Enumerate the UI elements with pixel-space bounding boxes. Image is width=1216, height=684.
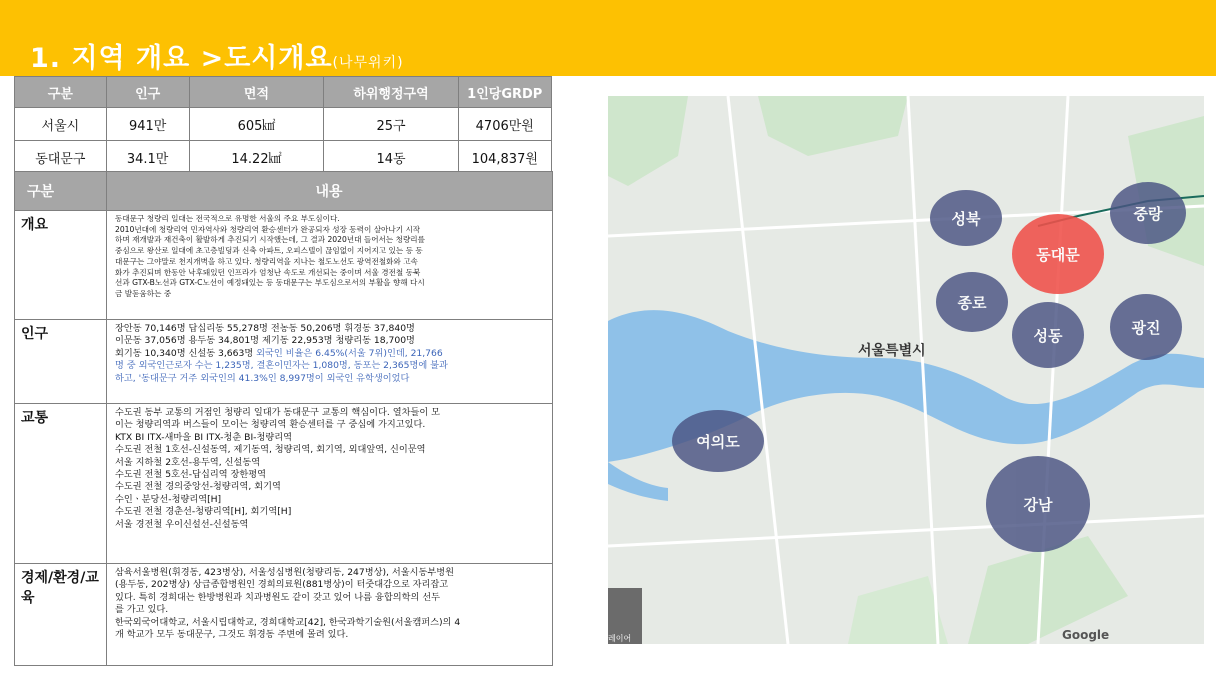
table-row <box>15 141 552 174</box>
park-area <box>758 96 908 156</box>
detail-header-row <box>15 172 553 211</box>
text-span: 회기동 10,340명 신설동 3,663명 <box>115 347 254 359</box>
overview-row <box>15 211 553 320</box>
layer-thumbnail[interactable] <box>608 588 642 644</box>
detail-header: 내용 <box>107 172 553 211</box>
district-jongno[interactable]: 종로 <box>936 272 1008 332</box>
park-area <box>848 576 948 644</box>
stats-table <box>14 76 552 174</box>
text-line: 있다. 특히 경희대는 한방병원과 치과병원도 같이 갖고 있어 나름 융합의학의 선두 <box>115 591 441 603</box>
text-line: 수도권 전철 경춘선-청량리역[H], 회기역[H] <box>115 506 292 518</box>
text-line: 수인ㆍ분당선-청량리역[H] <box>115 493 222 505</box>
text-line: 이문동 37,056명 용두동 34,801명 제기동 22,953명 청량리동 18,700명 <box>115 335 415 347</box>
stats-header: 면적 <box>189 77 324 108</box>
district-seongdong[interactable]: 성동 <box>1012 302 1084 368</box>
table-cell: 14.22㎢ <box>189 141 324 174</box>
title-main: 1. 지역 개요 >도시개요 <box>30 43 333 74</box>
text-line: 한국외국어대학교, 서울시립대학교, 경희대학교[42], 한국과학기술원(서울캠퍼스)의 4 <box>115 616 461 628</box>
title-source: (나무위키) <box>332 55 404 71</box>
text-line: 중심으로 왕산로 일대에 초고층빌딩과 신축 아파트, 오피스텔이 끊임없이 지어지고 있는 등 동 <box>115 246 423 256</box>
text-line: 2010년대에 청량리역 민자역사와 청량리역 환승센터가 완공되자 성장 동력이 살아나기 시작 <box>115 224 421 234</box>
stats-header: 인구 <box>106 77 189 108</box>
map-background <box>608 96 1204 644</box>
text-line: 개 학교가 모두 동대문구, 그것도 휘경동 주변에 몰려 있다. <box>115 629 349 641</box>
text-line: 를 가고 있다. <box>115 604 169 616</box>
table-cell: 34.1만 <box>106 141 189 174</box>
row-label: 경제/환경/교육 <box>15 564 107 666</box>
text-line: 서울 경전철 우이신설선-신설동역 <box>115 518 249 530</box>
detail-table <box>14 171 553 666</box>
text-line: 수도권 전철 5호선-답십리역 장한평역 <box>115 469 267 481</box>
district-seongbuk[interactable]: 성북 <box>930 190 1002 246</box>
text-line: 선과 GTX-B노선과 GTX-C노선이 예정돼있는 등 동대문구는 부도심으로서의 부활을 향해 다시 <box>115 278 425 288</box>
text-line: 금 발돋움하는 중 <box>115 288 172 298</box>
row-label: 교통 <box>15 404 107 564</box>
road <box>608 516 1204 546</box>
stats-header: 1인당GRDP <box>458 77 551 108</box>
text-line: 명 중 외국인근로자 수는 1,235명, 결혼이민자는 1,080명, 동포는 2,365명에 불과 <box>115 360 448 372</box>
table-cell: 14동 <box>324 141 458 174</box>
detail-header: 구분 <box>15 172 107 211</box>
population-row <box>15 320 553 404</box>
table-cell: 서울시 <box>15 108 107 141</box>
text-line: 수도권 전철 경의중앙선-청량리역, 회기역 <box>115 481 281 493</box>
text-line: 수도권 동부 교통의 거점인 청량리 일대가 동대문구 교통의 핵심이다. 열차들이 모 <box>115 407 441 418</box>
text-line: (용두동, 202병상) 상급종합병원인 경희의료원(881병상)이 터줏대감으로 자리잡고 <box>115 579 449 591</box>
table-cell: 4706만원 <box>458 108 551 141</box>
foreign-ratio-text: 외국인 비율은 6.45%(서울 7위)인데, 21,766 <box>253 347 443 359</box>
page-title <box>30 36 404 75</box>
transport-text <box>107 404 553 564</box>
row-label: 개요 <box>15 211 107 320</box>
table-cell: 동대문구 <box>15 141 107 174</box>
text-line: 화가 추진되며 한동안 낙후돼있던 인프라가 엄청난 속도로 개선되는 중이며 서울 경전철 동북 <box>115 267 421 277</box>
row-label: 인구 <box>15 320 107 404</box>
stats-header: 하위행정구역 <box>324 77 458 108</box>
population-text <box>107 320 553 404</box>
layer-label: 레이어 <box>608 634 632 643</box>
text-line: 수도권 전철 1호선-신설동역, 제기동역, 청량리역, 회기역, 외대앞역, 신이문역 <box>115 444 426 456</box>
stats-header: 구분 <box>15 77 107 108</box>
city-label: 서울특별시 <box>858 343 926 359</box>
table-cell: 104,837원 <box>458 141 551 174</box>
river-branch <box>608 462 668 501</box>
text-line: 대문구는 그야말로 천지개벽을 하고 있다. 청량리역을 지나는 철도노선도 광역전철화와 고속 <box>115 256 418 266</box>
transport-row <box>15 404 553 564</box>
stats-header-row <box>15 77 552 108</box>
text-line: 서울 지하철 2호선-용두역, 신설동역 <box>115 456 261 468</box>
district-jungnang[interactable]: 중랑 <box>1110 182 1186 244</box>
text-line: 하며 재개발과 재건축이 활발하게 추진되기 시작했는데, 그 결과 2020년대 들어서는 청량리를 <box>115 235 425 245</box>
table-cell: 25구 <box>324 108 458 141</box>
seoul-map[interactable] <box>608 96 1204 644</box>
district-dongdaemun[interactable]: 동대문 <box>1012 214 1104 294</box>
economy-text <box>107 564 553 666</box>
google-logo: Google <box>1062 628 1110 642</box>
table-row <box>15 108 552 141</box>
text-line: KTX BI ITX-새마을 BI ITX-청춘 BI-청량리역 <box>115 431 292 443</box>
economy-row <box>15 564 553 666</box>
table-cell: 941만 <box>106 108 189 141</box>
text-line: 이는 청량리역과 버스들이 모이는 청량리역 환승센터를 구 중심에 가지고있다. <box>115 419 426 431</box>
overview-text <box>107 211 553 320</box>
text-line: 하고, '동대문구 거주 외국인의 41.3%인 8,997명이 외국인 유학생이었다 <box>115 372 410 384</box>
text-line: 삼육서울병원(휘경동, 423병상), 서울성심병원(청량리동, 247병상), 서울시동부병원 <box>115 567 455 578</box>
district-gangnam[interactable]: 강남 <box>986 456 1090 552</box>
text-line: 장안동 70,146명 답십리동 55,278명 전농동 50,206명 휘경동 37,840명 <box>115 323 415 334</box>
district-yeouido[interactable]: 여의도 <box>672 410 764 472</box>
table-cell: 605㎢ <box>189 108 324 141</box>
text-line <box>115 348 546 360</box>
district-gwangjin[interactable]: 광진 <box>1110 294 1182 360</box>
text-line: 동대문구 청량리 일대는 전국적으로 유명한 서울의 주요 부도심이다. <box>115 214 340 223</box>
park-area <box>608 96 688 186</box>
